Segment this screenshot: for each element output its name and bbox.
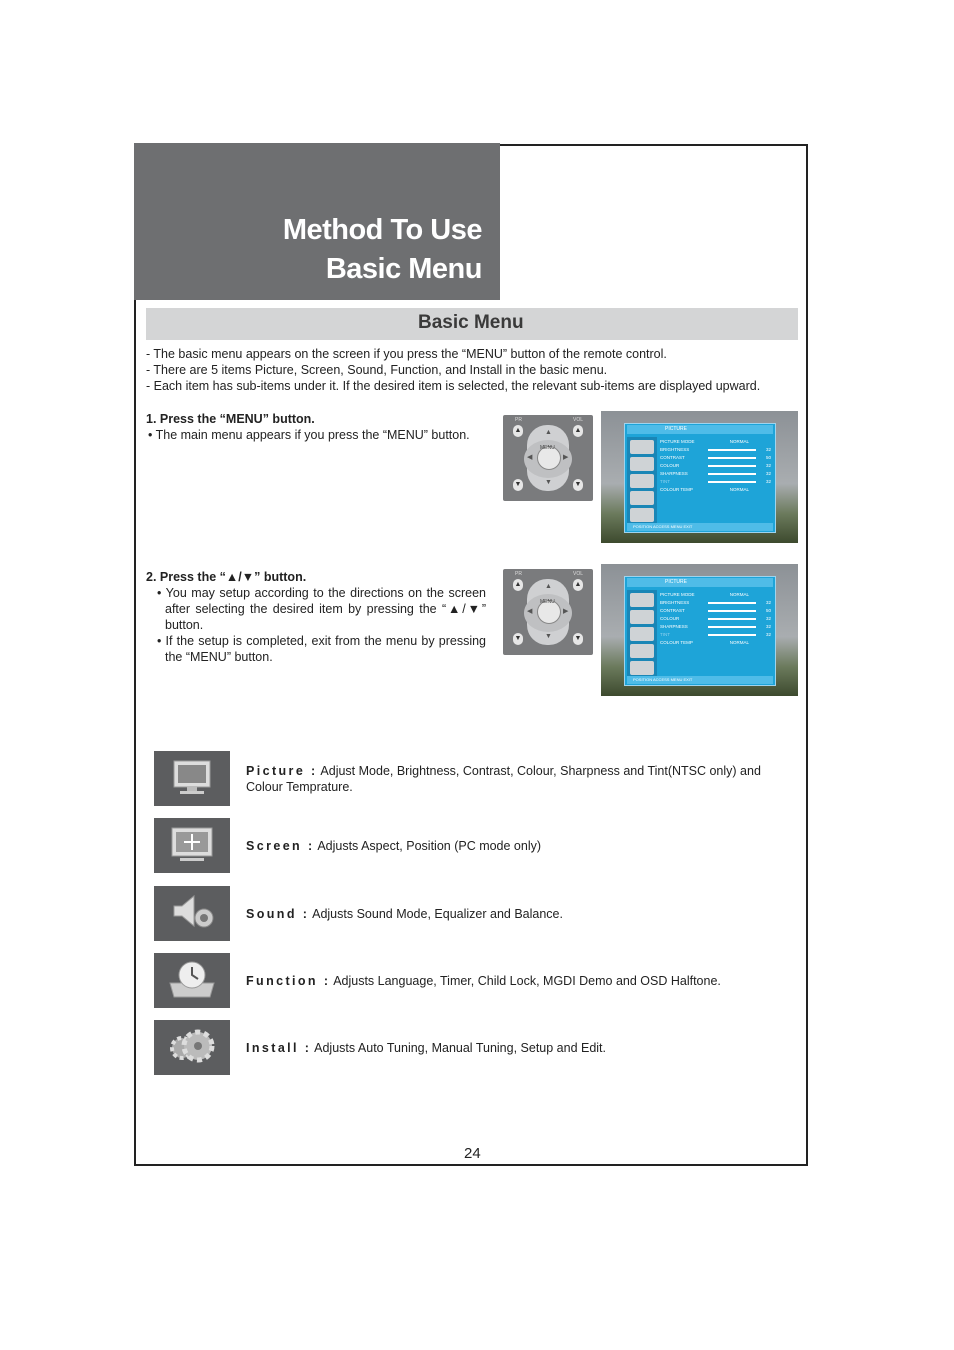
osd-row [660,631,771,639]
osd-slider [708,473,756,475]
screen-icon [630,610,654,624]
osd-row [660,639,771,647]
osd-rows [660,438,771,494]
step-1-bullet: • The main menu appears if you press the “MENU” button. [148,428,470,442]
vol-label: VOL [573,417,584,423]
pr-label: PR [515,571,522,577]
osd-row [660,438,771,446]
function-icon [630,644,654,658]
down-arrow-icon: ▼ [545,479,552,486]
vol-up-icon: ▲ [573,425,583,437]
pr-up-icon: ▲ [513,579,523,591]
left-arrow-icon: ◀ [527,608,533,615]
osd-row-value: 32 [765,624,771,629]
page-number: 24 [464,1145,481,1162]
osd-row-label: PICTURE MODE [660,439,695,444]
osd-row-value: NORMAL [729,592,749,597]
feature-key: Picture : [246,764,318,778]
menu-label: MENU [540,599,555,605]
pr-down-icon: ▼ [513,479,523,491]
osd-footer: POSITION ACCESS MENU EXIT [627,523,773,531]
step-1-heading: 1. Press the “MENU” button. [146,412,315,426]
title-block [134,143,500,300]
feature-sound [246,906,796,922]
osd-icon-column [627,590,657,678]
osd-row [660,607,771,615]
osd-row [660,462,771,470]
osd-header: PICTURE [627,578,773,587]
feature-description: Adjusts Auto Tuning, Manual Tuning, Setup and Edit. [311,1041,607,1055]
left-arrow-icon: ◀ [527,454,533,461]
osd-row-label: COLOUR [660,616,680,621]
vol-down-icon: ▼ [573,633,583,645]
intro-line: - The basic menu appears on the screen if you press the “MENU” button of the remote control. [146,347,667,361]
vol-down-icon: ▼ [573,479,583,491]
picture-icon [154,751,230,806]
osd-row-value: 50 [765,455,771,460]
osd-row-label: SHARPNESS [660,471,688,476]
sound-icon [630,474,654,488]
osd-slider [708,457,756,459]
osd-slider [708,618,756,620]
feature-key: Screen : [246,839,315,853]
osd-row [660,591,771,599]
step-2-bullet: • You may setup according to the directions on the screen after selecting the desired item by pressing the “▲/▼” button. [157,586,486,632]
osd-row-label: BRIGHTNESS [660,447,690,452]
osd-header: PICTURE [627,425,773,434]
feature-key: Sound : [246,907,310,921]
step-1 [146,411,486,443]
osd-row-label: SHARPNESS [660,624,688,629]
intro-line: - There are 5 items Picture, Screen, Sound, Function, and Install in the basic menu. [146,362,608,377]
osd-row-label: COLOUR TEMP [660,640,693,645]
step-2 [146,569,486,665]
osd-row-value: 32 [765,447,771,452]
sound-icon [630,627,654,641]
osd-slider [708,602,756,604]
picture-icon [630,440,654,454]
vol-label: VOL [573,571,584,577]
osd-rows [660,591,771,647]
picture-icon [630,593,654,607]
up-arrow-icon: ▲ [545,429,552,436]
osd-row-value: 32 [765,479,771,484]
feature-description: Adjusts Aspect, Position (PC mode only) [314,839,542,853]
remote-control-illustration [503,415,593,501]
osd-icon-column [627,437,657,525]
function-icon [154,953,230,1008]
feature-key: Install : [246,1041,312,1055]
feature-description: Adjusts Language, Timer, Child Lock, MGDI Demo and OSD Halftone. [330,974,721,988]
feature-description: Adjust Mode, Brightness, Contrast, Colour, Sharpness and Tint(NTSC only) and Colour Temprature. [246,764,761,794]
osd-row-label: CONTRAST [660,608,685,613]
feature-description: Adjusts Sound Mode, Equalizer and Balance. [309,907,563,921]
osd-footer: POSITION ACCESS MENU EXIT [627,676,773,684]
right-arrow-icon: ▶ [563,608,569,615]
osd-row [660,478,771,486]
osd-row-label: TINT [660,632,670,637]
step-2-bullet: • If the setup is completed, exit from the menu by pressing the “MENU” button. [157,634,486,664]
feature-function [246,973,796,989]
tv-osd-screenshot [601,564,798,696]
osd-row-label: COLOUR [660,463,680,468]
osd-row-value: 32 [765,600,771,605]
step-2-heading: 2. Press the “▲/▼” button. [146,570,307,584]
vol-up-icon: ▲ [573,579,583,591]
osd-slider [708,481,756,483]
osd-row [660,486,771,494]
osd-row-label: BRIGHTNESS [660,600,690,605]
function-icon [630,491,654,505]
title-line-1: Method To Use [282,214,482,246]
osd-row-value: NORMAL [729,439,749,444]
screen-icon [154,818,230,873]
down-arrow-icon: ▼ [545,633,552,640]
pr-down-icon: ▼ [513,633,523,645]
up-arrow-icon: ▲ [545,583,552,590]
osd-menu [624,576,776,686]
osd-row [660,446,771,454]
osd-row-label: PICTURE MODE [660,592,695,597]
osd-row-label: CONTRAST [660,455,685,460]
remote-control-illustration [503,569,593,655]
osd-row-value: NORMAL [729,640,749,645]
section-header [146,308,798,340]
install-icon [630,661,654,675]
right-arrow-icon: ▶ [563,454,569,461]
screen-icon [630,457,654,471]
osd-row-value: 32 [765,616,771,621]
osd-row-value: 32 [765,471,771,476]
osd-row [660,454,771,462]
osd-row-label: COLOUR TEMP [660,487,693,492]
section-title: Basic Menu [418,312,524,333]
osd-slider [708,634,756,636]
osd-row [660,470,771,478]
osd-row [660,599,771,607]
feature-picture [246,763,796,795]
feature-install [246,1040,796,1056]
osd-slider [708,465,756,467]
osd-row-value: 50 [765,608,771,613]
osd-menu [624,423,776,533]
pr-label: PR [515,417,522,423]
install-icon [154,1020,230,1075]
osd-row [660,623,771,631]
feature-screen [246,838,796,854]
title-line-2: Basic Menu [325,253,482,285]
osd-slider [708,626,756,628]
sound-icon [154,886,230,941]
install-icon [630,508,654,522]
intro-text [146,347,806,394]
osd-slider [708,449,756,451]
menu-label: MENU [540,445,555,451]
feature-key: Function : [246,974,331,988]
intro-line: - Each item has sub-items under it. If the desired item is selected, the relevant sub-items are displayed upward. [146,378,761,393]
tv-osd-screenshot [601,411,798,543]
osd-row-value: NORMAL [729,487,749,492]
osd-row-value: 32 [765,632,771,637]
osd-slider [708,610,756,612]
pr-up-icon: ▲ [513,425,523,437]
osd-row-value: 32 [765,463,771,468]
page-title [283,211,482,289]
osd-row-label: TINT [660,479,670,484]
osd-row [660,615,771,623]
